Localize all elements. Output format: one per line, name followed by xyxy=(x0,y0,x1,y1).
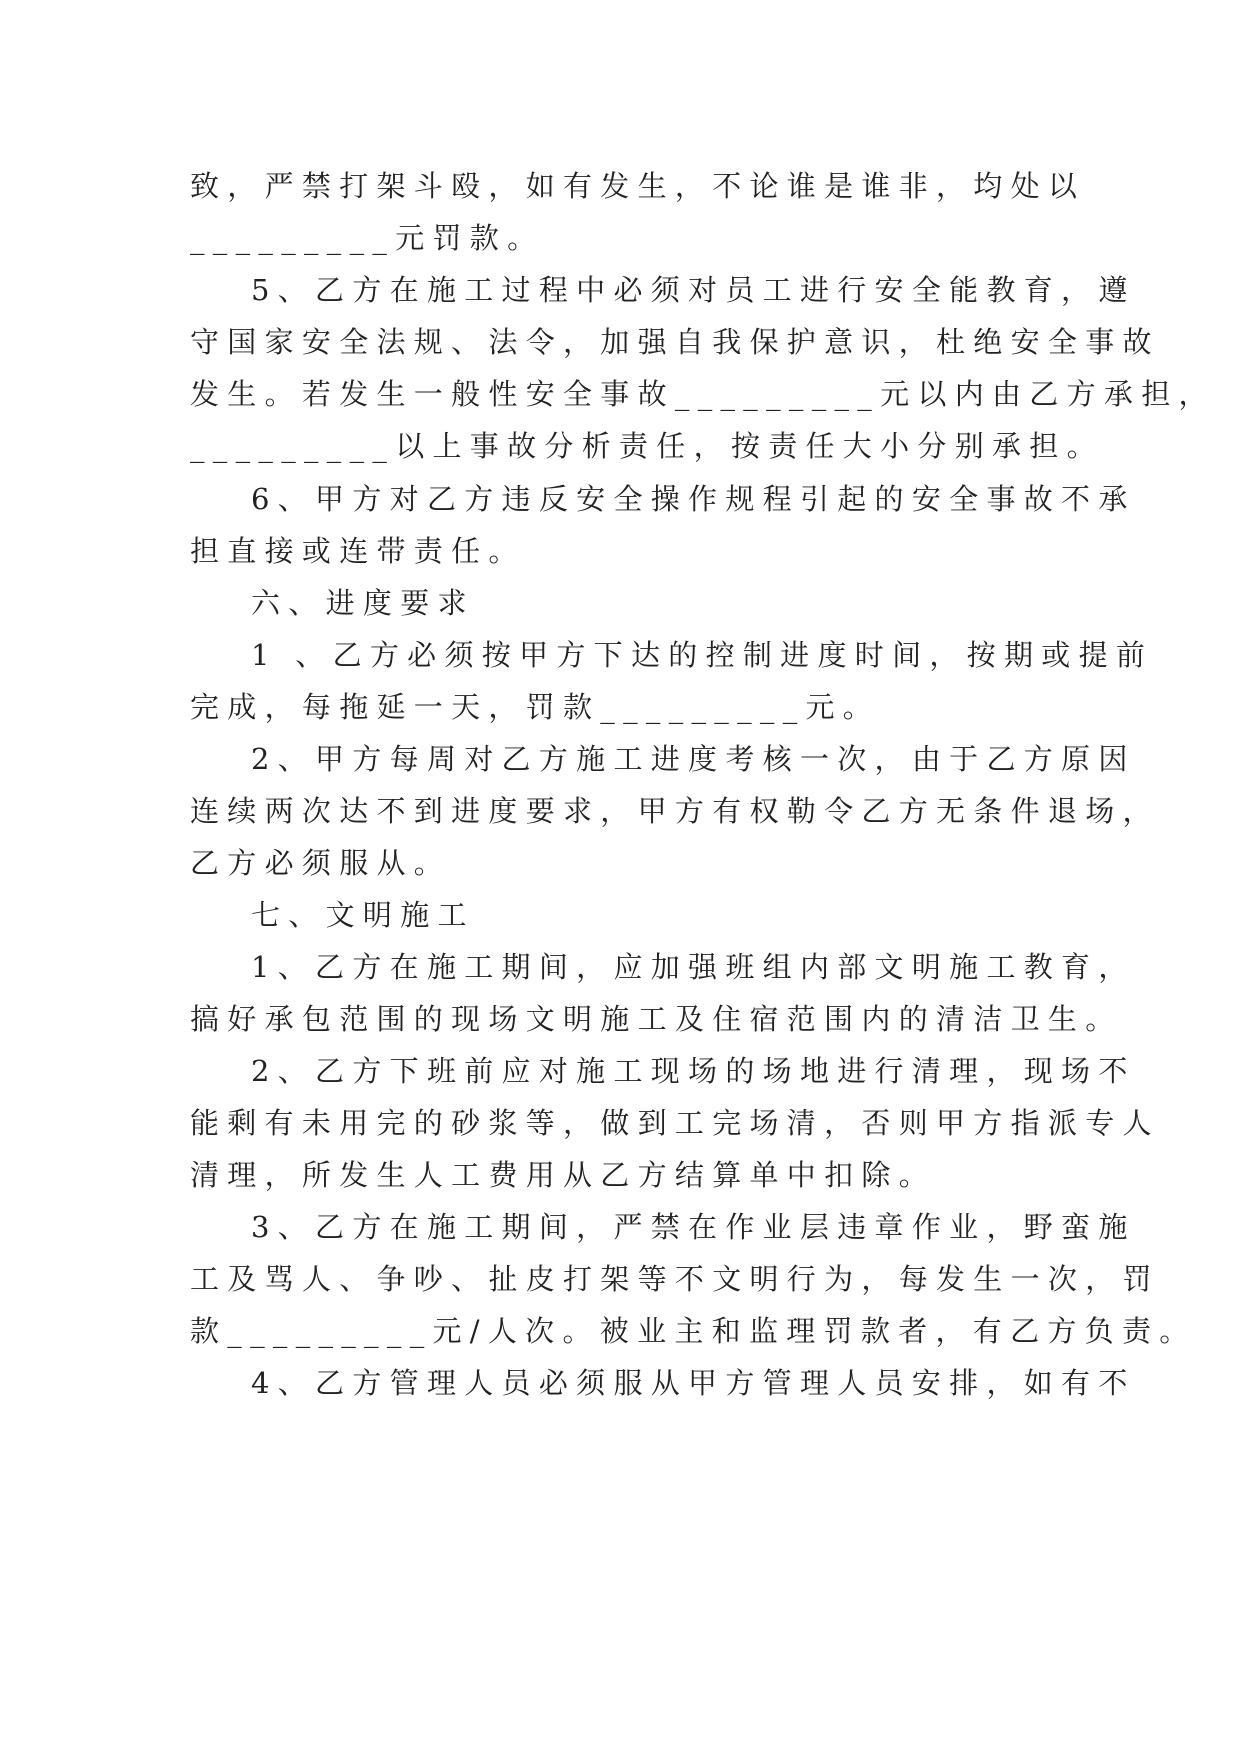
paragraph-6-line-1: 6、甲方对乙方违反安全操作规程引起的安全事故不承 xyxy=(251,482,1136,516)
paragraph-5-line-2: 守国家安全法规、法令，加强自我保护意识，杜绝安全事故 xyxy=(190,325,1160,359)
progress-item-1-line-2: 完成，每拖延一天，罚款_________元。 xyxy=(190,690,881,724)
paragraph-5-line-1: 5、乙方在施工过程中必须对员工进行安全能教育，遵 xyxy=(251,273,1136,307)
civilized-item-4-line-1: 4、乙方管理人员必须服从甲方管理人员安排，如有不 xyxy=(251,1366,1136,1400)
text-line-1: 致，严禁打架斗殴，如有发生，不论谁是谁非，均处以 xyxy=(190,169,1086,203)
paragraph-5-line-4: _________以上事故分析责任，按责任大小分别承担。 xyxy=(190,429,1104,463)
progress-item-2-line-2: 连续两次达不到进度要求，甲方有权勒令乙方无条件退场， xyxy=(190,794,1160,828)
civilized-item-2-line-3: 清理，所发生人工费用从乙方结算单中扣除。 xyxy=(190,1158,937,1192)
progress-item-2-line-1: 2、甲方每周对乙方施工进度考核一次，由于乙方原因 xyxy=(251,742,1136,776)
section-heading-civilized-construction: 七、文明施工 xyxy=(251,898,475,932)
civilized-item-2-line-1: 2、乙方下班前应对施工现场的场地进行清理，现场不 xyxy=(251,1054,1136,1088)
civilized-item-1-line-2: 搞好承包范围的现场文明施工及住宿范围内的清洁卫生。 xyxy=(190,1002,1123,1036)
paragraph-6-line-2: 担直接或连带责任。 xyxy=(190,534,526,568)
section-heading-progress: 六、进度要求 xyxy=(251,586,475,620)
civilized-item-3-line-2: 工及骂人、争吵、扯皮打架等不文明行为，每发生一次，罚 xyxy=(190,1262,1160,1296)
civilized-item-2-line-2: 能剩有未用完的砂浆等，做到工完场清，否则甲方指派专人 xyxy=(190,1106,1160,1140)
text-line-2: _________元罚款。 xyxy=(190,221,545,255)
paragraph-5-line-3: 发生。若发生一般性安全事故_________元以内由乙方承担， xyxy=(190,377,1216,411)
civilized-item-1-line-1: 1、乙方在施工期间，应加强班组内部文明施工教育， xyxy=(251,950,1136,984)
civilized-item-3-line-3: 款_________元/人次。被业主和监理罚款者，有乙方负责。 xyxy=(190,1314,1197,1348)
progress-item-1-line-1: 1 、乙方必须按甲方下达的控制进度时间，按期或提前 xyxy=(251,638,1154,672)
civilized-item-3-line-1: 3、乙方在施工期间，严禁在作业层违章作业，野蛮施 xyxy=(251,1210,1136,1244)
progress-item-2-line-3: 乙方必须服从。 xyxy=(190,846,452,880)
